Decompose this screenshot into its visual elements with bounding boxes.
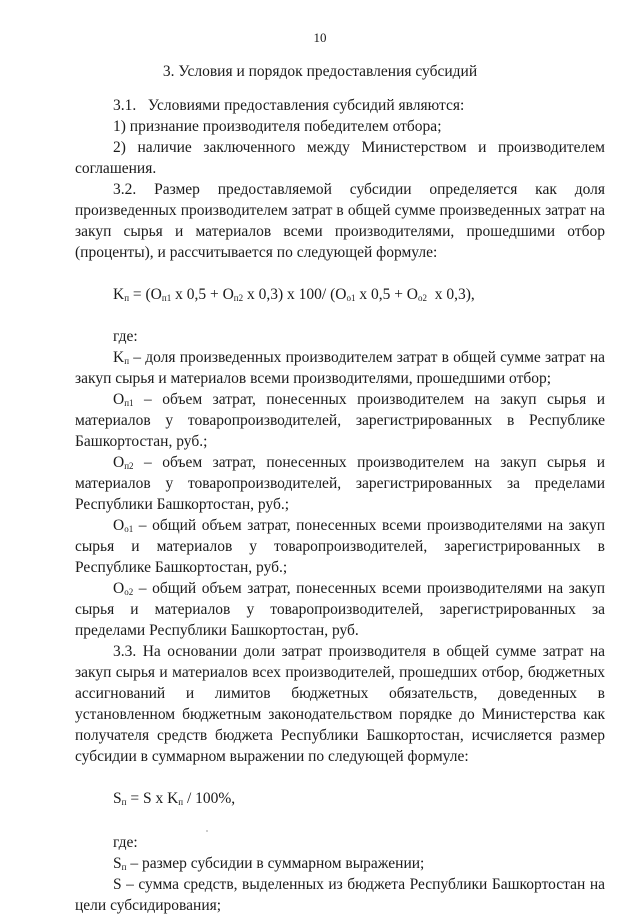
formula-share: $K_п = (O_{п1}$ x $0,5 + O_{п2}$ x 0,3) x 100/ ($O_{o1}$ x $0,5 + O_{o2}$ x 0,3),	[113, 286, 475, 303]
definition-kn: $K_п$ – доля произведенных производителем затрат в общей сумме затрат на закуп сырья и материалов всеми производителями, прошедшими отбор;	[75, 349, 605, 387]
where-label-2: где:	[113, 834, 138, 851]
page-number: 10	[313, 30, 327, 45]
condition-1: 1) признание производителя победителем отбора;	[113, 118, 442, 135]
section-body	[75, 95, 605, 916]
condition-2: 2) наличие заключенного между Министерством и производителем соглашения.	[75, 139, 605, 177]
clause-3-2: 3.2. Размер предоставляемой субсидии определяется как доля произведенных производителем затрат в общей сумме произведенных затрат на закуп сырья и материалов всеми производителями, прошедшими отбор (проценты), и рассчитывается по следующей формуле:	[75, 181, 605, 261]
section-heading: 3. Условия и порядок предоставления субсидий	[162, 63, 478, 80]
definition-op1: $O_{п1}$ – объем затрат, понесенных производителем на закуп сырья и материалов у товаропроизводителей, зарегистрированных в Республике Башкортостан, руб.;	[75, 391, 605, 450]
clause-3-3: 3.3. На основании доли затрат производителя в общей сумме затрат на закуп сырья и материалов всех производителей, прошедших отбор, бюджетных ассигнований и лимитов бюджетных обязательств, доведенных в установленном бюджетным законодательством порядке до Министерства как получателя средств бюджета Республики Башкортостан, исчисляется размер субсидии в суммарном выражении по следующей формуле:	[75, 643, 605, 765]
scan-speck	[206, 830, 208, 832]
definition-s: S – сумма средств, выделенных из бюджета Республики Башкортостан на цели субсидирования;	[75, 876, 605, 914]
definition-op2: $O_{п2}$ – объем затрат, понесенных производителем на закуп сырья и материалов у товаропроизводителей, зарегистрированных за пределами Республики Башкортостан, руб.;	[75, 454, 605, 513]
where-label-1: где:	[113, 328, 138, 345]
clause-3-1: 3.1. Условиями предоставления субсидий являются:	[113, 97, 465, 114]
definition-oo1: $O_{o1}$ – общий объем затрат, понесенных всеми производителями на закуп сырья и материалов у товаропроизводителей, зарегистрированных в Республике Башкортостан, руб.;	[75, 517, 605, 576]
definition-sn: $S_п$ – размер субсидии в суммарном выражении;	[113, 855, 425, 872]
formula-sum: $S_п = S$ x $K_п / 100\%$,	[113, 790, 236, 807]
definition-oo2: $O_{o2}$ – общий объем затрат, понесенных всеми производителями на закуп сырья и материалов у товаропроизводителей, зарегистрированных за пределами Республики Башкортостан, руб.	[75, 580, 605, 639]
